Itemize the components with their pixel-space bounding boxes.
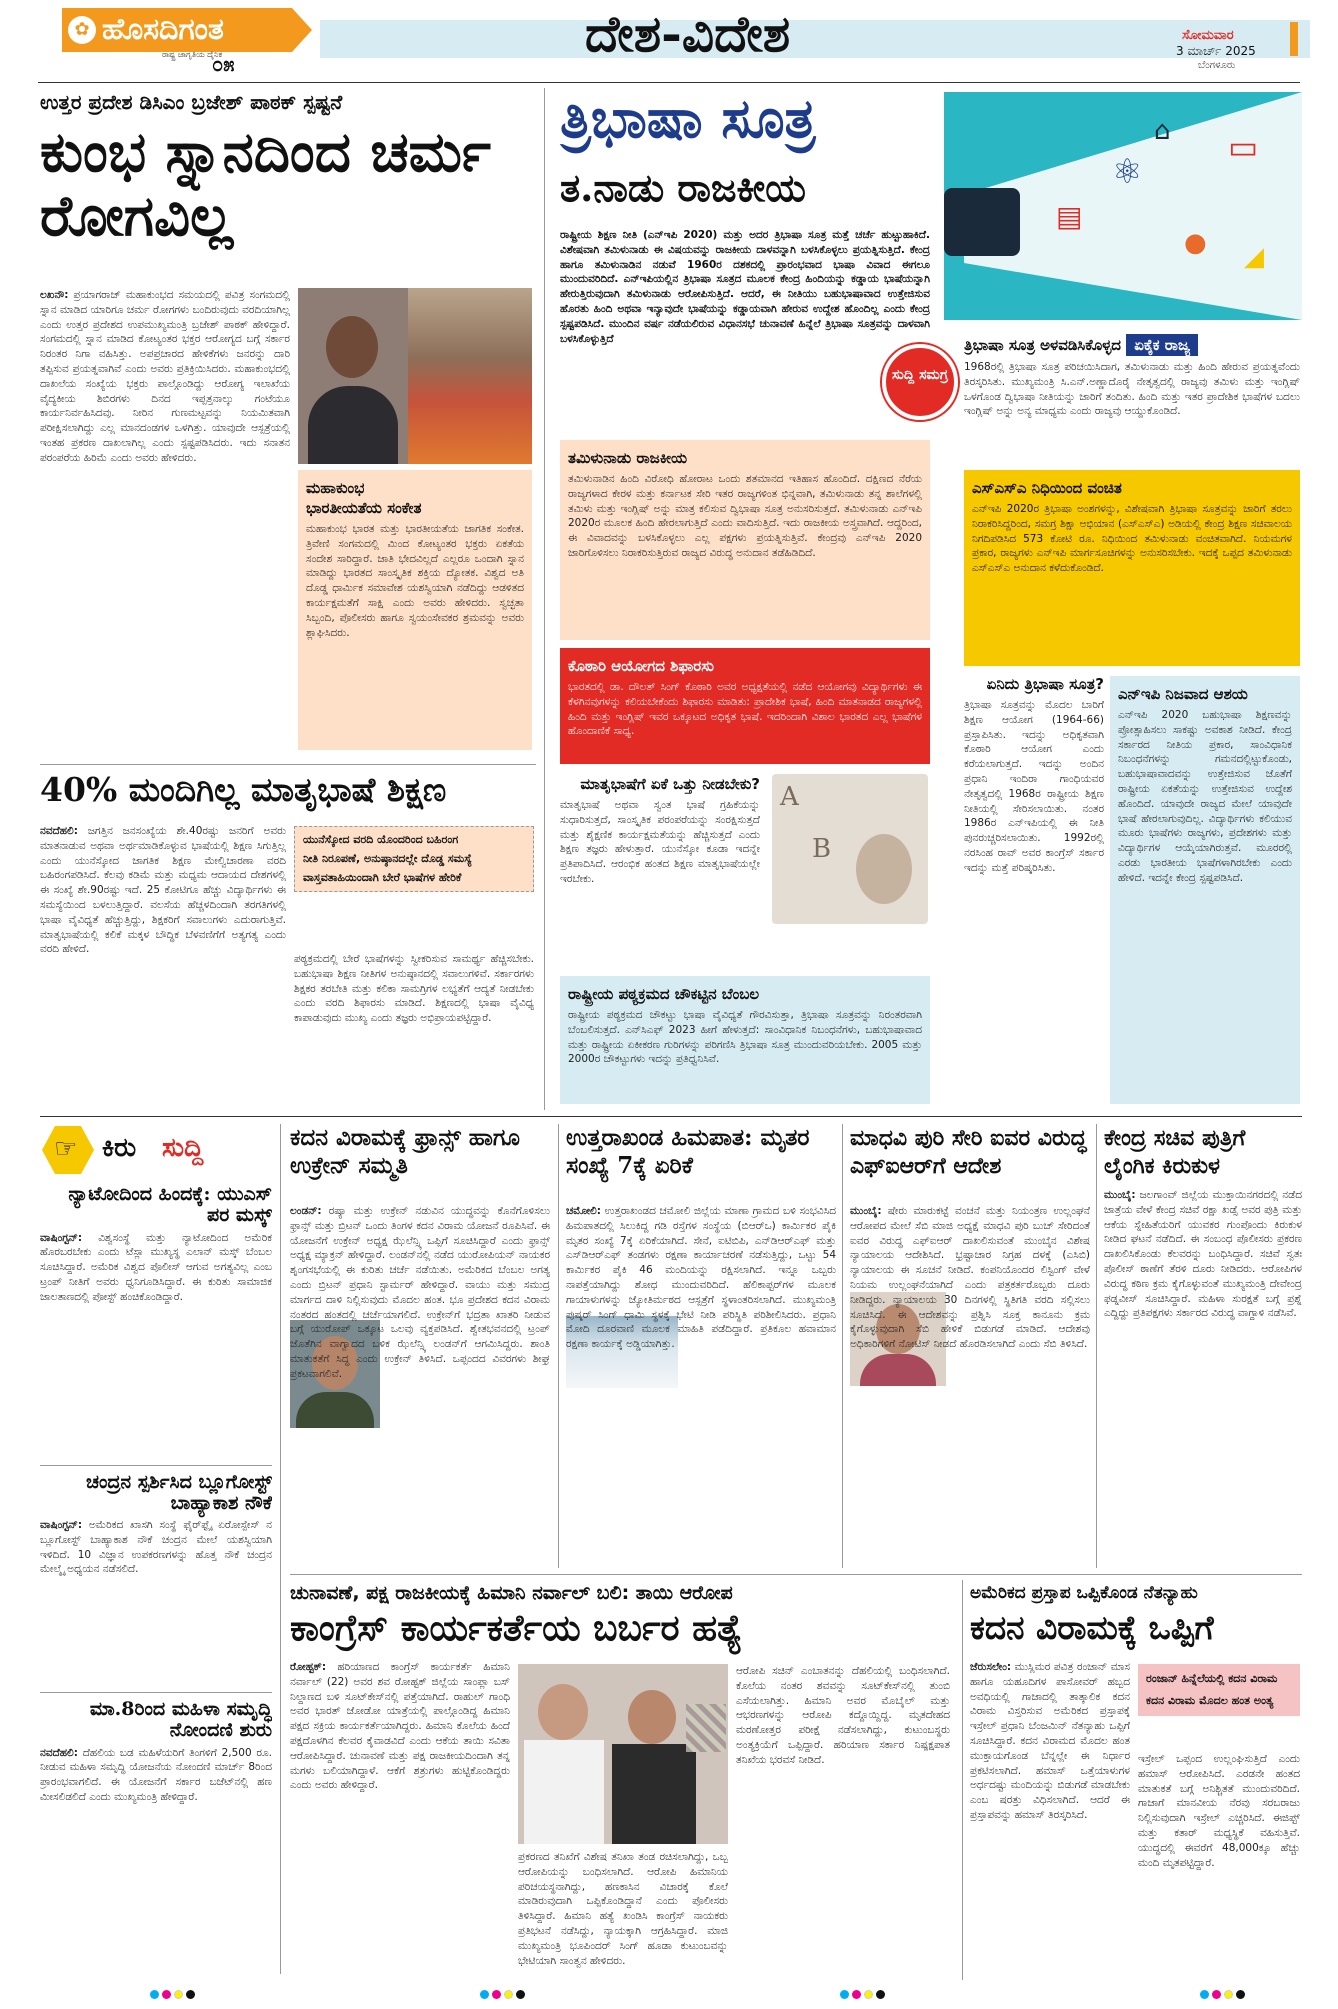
mother-tongue-story [40, 770, 536, 1110]
laptop-icon: ▭ [1228, 128, 1259, 166]
rule-mid [40, 1116, 1302, 1117]
himani-body-text: ಹರಿಯಾಣದ ಕಾಂಗ್ರೆಸ್ ಕಾರ್ಯಕರ್ತೆ ಹಿಮಾನಿ ನರ್ವಾಲ್ (22) ಅವರ ಶವ ರೋಹ್ಟಕ್ ಜಿಲ್ಲೆಯ ಸಾಂಪ್ಲಾ ಬಸ್ ನಿಲ್ದಾಣದ ಬಳಿ ಸೂಟ್‌ಕೇಸ್‌ನಲ್ಲಿ ಪತ್ತೆಯಾಗಿದೆ. ರಾಹುಲ್ ಗಾಂಧಿ ಅವರ ಭಾರತ್ ಜೋಡೋ ಯಾತ್ರೆಯಲ್ಲಿ ಪಾಲ್ಗೊಂಡಿದ್ದ ಹಿಮಾನಿ ಪಕ್ಷದ ಸಕ್ರಿಯ ಕಾರ್ಯಕರ್ತೆಯಾಗಿದ್ದರು. ಹಿಮಾನಿ ಕೊಲೆಯ ಹಿಂದೆ ಪಕ್ಷದೊಳಗಿನ ಕೆಲವರ ಕೈವಾಡವಿದೆ ಎಂದು ಆಕೆಯ ತಾಯಿ ಸವಿತಾ ಆರೋಪಿಸಿದ್ದಾರೆ. ಚುನಾವಣೆ ಮತ್ತು ಪಕ್ಷ ರಾಜಕೀಯದಿಂದಾಗಿ ತನ್ನ ಮಗಳು ಬಲಿಯಾಗಿದ್ದಾಳೆ. ಆಕೆಗೆ ಶತ್ರುಗಳು ಹುಟ್ಟಿಕೊಂಡಿದ್ದರು ಎಂದು ಅವರು ಹೇಳಿದ್ದಾರೆ. [290, 1661, 510, 1792]
netanyahu-dateline: ಜೆರುಸಲೇಂ: [970, 1661, 1012, 1673]
ukraine-body-text: ರಷ್ಯಾ ಮತ್ತು ಉಕ್ರೇನ್ ನಡುವಿನ ಯುದ್ಧವನ್ನು ಕೊನೆಗೊಳಿಸಲು ಫ್ರಾನ್ಸ್ ಮತ್ತು ಬ್ರಿಟನ್ ಒಂದು ತಿಂಗಳ ಕದನ ವಿರಾಮ ಯೋಜನೆ ರೂಪಿಸಿವೆ. ಈ ಯೋಜನೆಗೆ ಉಕ್ರೇನ್ ಅಧ್ಯಕ್ಷ ಝೆಲೆನ್ಸ್ಕಿ ಒಪ್ಪಿಗೆ ಸೂಚಿಸಿದ್ದಾರೆ ಎಂದು ಫ್ರಾನ್ಸ್ ಅಧ್ಯಕ್ಷ ಮ್ಯಾಕ್ರನ್ ಹೇಳಿದ್ದಾರೆ. ಲಂಡನ್‌ನಲ್ಲಿ ನಡೆದ ಯುರೋಪಿಯನ್ ನಾಯಕರ ಶೃಂಗಸಭೆಯಲ್ಲಿ ಈ ಕುರಿತು ಚರ್ಚೆ ನಡೆಯಿತು. ಅಮೆರಿಕದ ಬೆಂಬಲ ಅಗತ್ಯ ಎಂದು ಬ್ರಿಟನ್ ಪ್ರಧಾನಿ ಸ್ಟಾರ್ಮರ್ ಹೇಳಿದ್ದಾರೆ. ವಾಯು ಮತ್ತು ಸಮುದ್ರ ಮಾರ್ಗದ ದಾಳಿ ನಿಲ್ಲಿಸುವುದು ಮೊದಲ ಹಂತ. ಭೂ ಪ್ರದೇಶದ ಕದನ ವಿರಾಮ ನಂತರದ ಹಂತದಲ್ಲಿ ಚರ್ಚೆಯಾಗಲಿದೆ. ಉಕ್ರೇನ್‌ಗೆ ಭದ್ರತಾ ಖಾತರಿ ನೀಡುವ ಬಗ್ಗೆ ಯುರೋಪ್ ಒಕ್ಕೂಟ ಒಲವು ವ್ಯಕ್ತಪಡಿಸಿದೆ. ಶ್ವೇತಭವನದಲ್ಲಿ ಟ್ರಂಪ್ ಜೊತೆಗಿನ ವಾಗ್ವಾದದ ಬಳಿಕ ಝೆಲೆನ್ಸ್ಕಿ ಲಂಡನ್‌ಗೆ ಆಗಮಿಸಿದ್ದರು. ಶಾಂತಿ ಮಾತುಕತೆಗೆ ಸಿದ್ಧ ಎಂದು ಉಕ್ರೇನ್ ತಿಳಿಸಿದೆ. ಒಪ್ಪಂದದ ವಿವರಗಳು ಶೀಘ್ರ ಪ್ರಕಟವಾಗಲಿವೆ. [290, 1205, 550, 1380]
rule-left-mid [40, 764, 536, 765]
issue-date: 3 ಮಾರ್ಚ್ 2025 [1176, 44, 1256, 58]
minister-story [1104, 1124, 1302, 1568]
madhabi-body [850, 1204, 1090, 1566]
registration-marks-2 [480, 1990, 525, 1999]
kumbh-box-title: ಮಹಾಕುಂಭ ಭಾರತೀಯತೆಯ ಸಂಕೇತ [306, 479, 422, 517]
kumbh-box [298, 470, 532, 750]
himani-body-2: ಪ್ರಕರಣದ ತನಿಖೆಗೆ ವಿಶೇಷ ತನಿಖಾ ತಂಡ ರಚಿಸಲಾಗಿದ್ದು, ಒಬ್ಬ ಆರೋಪಿಯನ್ನು ಬಂಧಿಸಲಾಗಿದೆ. ಆರೋಪಿ ಹಿಮಾನಿಯ ಪರಿಚಯಸ್ಥನಾಗಿದ್ದು, ಹಣಕಾಸಿನ ವಿಚಾರಕ್ಕೆ ಕೊಲೆ ಮಾಡಿರುವುದಾಗಿ ಒಪ್ಪಿಕೊಂಡಿದ್ದಾನೆ ಎಂದು ಪೊಲೀಸರು ತಿಳಿಸಿದ್ದಾರೆ. ಹಿಮಾನಿ ಹತ್ಯೆ ಖಂಡಿಸಿ ಕಾಂಗ್ರೆಸ್ ನಾಯಕರು ಪ್ರತಿಭಟನೆ ನಡೆಸಿದ್ದು, ನ್ಯಾಯಕ್ಕಾಗಿ ಆಗ್ರಹಿಸಿದ್ದಾರೆ. ಮಾಜಿ ಮುಖ್ಯಮಂತ್ರಿ ಭೂಪಿಂದರ್ ಸಿಂಗ್ ಹೂಡಾ ಕುಟುಂಬವನ್ನು ಭೇಟಿಯಾಗಿ ಸಾಂತ್ವನ ಹೇಳಿದರು. [518, 1851, 728, 1967]
mt-bullets [294, 826, 534, 892]
tl-ssa-box [964, 470, 1300, 666]
tl-why-body: ಮಾತೃಭಾಷೆ ಅಥವಾ ಸ್ವಂತ ಭಾಷೆ ಗ್ರಹಿಕೆಯನ್ನು ಸುಧಾರಿಸುತ್ತದೆ, ಸಾಂಸ್ಕೃತಿಕ ಪರಂಪರೆಯನ್ನು ಸಂರಕ್ಷಿಸುತ್ತದೆ ಮತ್ತು ಶೈಕ್ಷಣಿಕ ಕಾರ್ಯಕ್ಷಮತೆಯನ್ನು ಹೆಚ್ಚಿಸುತ್ತದೆ ಎಂದು ಶಿಕ್ಷಣ ತಜ್ಞರು ಹೇಳುತ್ತಾರೆ. ಯುನೆಸ್ಕೋ ಕೂಡಾ ಇದನ್ನೇ ಪ್ರತಿಪಾದಿಸಿದೆ. ಆರಂಭಿಕ ಹಂತದ ಶಿಕ್ಷಣ ಮಾತೃಭಾಷೆಯಲ್ಲೇ ಇರಬೇಕು. [560, 799, 760, 885]
himani-story [290, 1580, 954, 1980]
child-head [856, 834, 912, 904]
uk-title: ಉತ್ತರಾಖಂಡ ಹಿಮಪಾತ: ಮೃತರ ಸಂಖ್ಯೆ 7ಕ್ಕೆ ಏರಿಕೆ [566, 1124, 810, 1179]
registration-marks-4 [1200, 1990, 1245, 1999]
tl-sec-body: 1968ರಲ್ಲಿ ತ್ರಿಭಾಷಾ ಸೂತ್ರ ಪರಿಚಯಿಸಿದಾಗ, ತಮಿಳುನಾಡು ಮತ್ತು ಹಿಂದಿ ಹೇರುವ ಪ್ರಯತ್ನವೆಂದು ತಿರಸ್ಕರಿಸಿತು. ಮುಖ್ಯಮಂತ್ರಿ ಸಿ.ಎನ್.ಅಣ್ಣಾದೊರೈ ನೇತೃತ್ವದಲ್ಲಿ ರಾಜ್ಯವು ತಮಿಳು ಮತ್ತು ಇಂಗ್ಲಿಷ್ ಒಳಗೊಂಡ ದ್ವಿಭಾಷಾ ನೀತಿಯನ್ನು ಜಾರಿಗೆ ತಂದಿತು. ಹಿಂದಿ ಮತ್ತು ಇತರ ಪ್ರಾದೇಶಿಕ ಭಾಷೆಗಳ ಬದಲು ಇಂಗ್ಲಿಷ್ ಅನ್ನು ಅನ್ಯ ಮಾಧ್ಯಮ ಎಂದು ರಾಜ್ಯವು ಆಯ್ದುಕೊಂಡಿದೆ. [964, 361, 1300, 418]
issue-city: ಬೆಂಗಳೂರು [1198, 60, 1236, 71]
netanyahu-bullets [1138, 1664, 1300, 1716]
letter-b-icon: B [812, 834, 832, 864]
section-band [320, 20, 1310, 58]
kumbh-dateline: ಲಖನೌ: [40, 289, 69, 301]
tl-nat-box [560, 976, 930, 1104]
logo-title: ಹೊಸದಿಗಂತ [102, 12, 224, 47]
tl-tn-body: ತಮಿಳುನಾಡಿನ ಹಿಂದಿ ವಿರೋಧಿ ಹೋರಾಟ ಒಂದು ಶತಮಾನದ ಇತಿಹಾಸ ಹೊಂದಿದೆ. ದಕ್ಷಿಣದ ನೆರೆಯ ರಾಜ್ಯಗಳಾದ ಕೇರಳ ಮತ್ತು ಕರ್ನಾಟಕ ಸೇರಿ ಇತರ ರಾಜ್ಯಗಳಿಂತ ಭಿನ್ನವಾಗಿ, ತಮಿಳುನಾಡು ತನ್ನ ಶಾಲೆಗಳಲ್ಲಿ ತಮಿಳು ಮತ್ತು ಇಂಗ್ಲಿಷ್ ಅನ್ನು ಮಾತ್ರ ಕಲಿಸುವ ದ್ವಿಭಾಷಾ ಸೂತ್ರ ಅನುಸರಿಸುತ್ತದೆ. ತಮಿಳುನಾಡು ಎನ್‌ಇಪಿ 2020ರ ಮೂಲಕ ಹಿಂದಿ ಹೇರಲಾಗುತ್ತಿದೆ ಎಂದು ವಾದಿಸುತ್ತಿದೆ. ಇದು ರಾಜಕೀಯ ಅಸ್ತ್ರವಾಗಿದೆ. ಆದ್ದರಿಂದ, ಈ ವಿವಾದವನ್ನು ಬಳಸಿಕೊಳ್ಳಲು ಎಲ್ಲ ಪಕ್ಷಗಳು ಪ್ರಯತ್ನಿಸುತ್ತಿವೆ. ಕೇಂದ್ರವು ಎನ್‌ಇಪಿ 2020 ಜಾರಿಗೊಳಿಸಲು ನಿರಾಕರಿಸುತ್ತಿರುವ ರಾಜ್ಯದ ವಿರುದ್ಧ ಅನುದಾನ ತಡೆಹಿಡಿದಿದೆ. [568, 473, 922, 559]
mt-headline: 40% ಮಂದಿಗಿಲ್ಲ ಮಾತೃಭಾಷೆ ಶಿಕ್ಷಣ [40, 770, 447, 809]
kumbh-headline: ಕುಂಭ ಸ್ನಾನದಿಂದ ಚರ್ಮ ರೋಗವಿಲ್ಲ [40, 119, 491, 249]
tl-ssa-title: ಎಸ್‌ಎಸ್‌ಎ ನಿಧಿಯಿಂದ ವಂಚಿತ [972, 479, 1122, 497]
mt-dateline: ನವದೆಹಲಿ: [40, 825, 78, 837]
kumbh-body-wrap [40, 288, 290, 750]
kiru-s2-dateline: ವಾಷಿಂಗ್ಟನ್: [40, 1519, 83, 1532]
himani-photo [518, 1664, 728, 1844]
kumbh-photo [298, 288, 532, 464]
kumbh-box-body: ಮಹಾಕುಂಭ ಭಾರತ ಮತ್ತು ಭಾರತೀಯತೆಯ ಜಾಗತಿಕ ಸಂಕೇತ. ತ್ರಿವೇಣಿ ಸಂಗಮದಲ್ಲಿ ಮಿಂದ ಕೋಟ್ಯಂತರ ಭಕ್ತರು ಏಕತೆಯ ಸಂದೇಶ ಸಾರಿದ್ದಾರೆ. ಜಾತಿ ಭೇದವಿಲ್ಲದೆ ಎಲ್ಲರೂ ಒಂದಾಗಿ ಸ್ನಾನ ಮಾಡಿದ್ದು ಭಾರತದ ಸಾಂಸ್ಕೃತಿಕ ಶಕ್ತಿಯ ದ್ಯೋತಕ. ವಿಶ್ವದ ಅತಿ ದೊಡ್ಡ ಧಾರ್ಮಿಕ ಸಮಾವೇಶ ಯಶಸ್ವಿಯಾಗಿ ನಡೆದಿದ್ದು ಆಡಳಿತದ ಕಾರ್ಯಕ್ಷಮತೆಗೆ ಸಾಕ್ಷಿ ಎಂದು ಅವರು ಹೇಳಿದರು. ಸ್ವಚ್ಛತಾ ಸಿಬ್ಬಂದಿ, ಪೊಲೀಸರು ಹಾಗೂ ಸ್ವಯಂಸೇವಕರ ಶ್ರಮವನ್ನು ಅವರು ಶ್ಲಾಘಿಸಿದರು. [306, 523, 524, 639]
ukraine-body [290, 1204, 550, 1566]
book-icon: ▤ [1056, 200, 1083, 233]
page-number: ೦೫ [212, 52, 235, 76]
netanyahu-body-text: ಮುಸ್ಲಿಮರ ಪವಿತ್ರ ರಂಜಾನ್ ಮಾಸ ಹಾಗೂ ಯಹೂದಿಗಳ ಪಾಸೋವರ್ ಹಬ್ಬದ ಅವಧಿಯಲ್ಲಿ ಗಾಜಾದಲ್ಲಿ ತಾತ್ಕಾಲಿಕ ಕದನ ವಿರಾಮ ವಿಸ್ತರಿಸುವ ಅಮೆರಿಕದ ಪ್ರಸ್ತಾಪಕ್ಕೆ ಇಸ್ರೇಲ್ ಪ್ರಧಾನಿ ಬೆಂಜಮಿನ್ ನೆತನ್ಯಾಹು ಒಪ್ಪಿಗೆ ಸೂಚಿಸಿದ್ದಾರೆ. ಕದನ ವಿರಾಮದ ಮೊದಲ ಹಂತ ಮುಕ್ತಾಯಗೊಂಡ ಬೆನ್ನಲ್ಲೇ ಈ ನಿರ್ಧಾರ ಪ್ರಕಟಿಸಲಾಗಿದೆ. ಹಮಾಸ್ ಒತ್ತೆಯಾಳುಗಳ ಅರ್ಧದಷ್ಟು ಮಂದಿಯನ್ನು ಬಿಡುಗಡೆ ಮಾಡಬೇಕು ಎಂಬ ಷರತ್ತು ವಿಧಿಸಲಾಗಿದೆ. ಆದರೆ ಈ ಪ್ರಸ್ತಾಪವನ್ನು ಹಮಾಸ್ ತಿರಸ್ಕರಿಸಿದೆ. [970, 1661, 1130, 1821]
himani-body-3: ಆರೋಪಿ ಸಚಿನ್ ಎಂಬಾತನನ್ನು ದೆಹಲಿಯಲ್ಲಿ ಬಂಧಿಸಲಾಗಿದೆ. ಕೊಲೆಯ ನಂತರ ಶವವನ್ನು ಸೂಟ್‌ಕೇಸ್‌ನಲ್ಲಿ ತುಂಬಿ ಎಸೆಯಲಾಗಿತ್ತು. ಹಿಮಾನಿ ಅವರ ಮೊಬೈಲ್ ಮತ್ತು ಆಭರಣಗಳನ್ನು ಆರೋಪಿ ಕದ್ದೊಯ್ದಿದ್ದ. ಮೃತದೇಹದ ಮರಣೋತ್ತರ ಪರೀಕ್ಷೆ ನಡೆಸಲಾಗಿದ್ದು, ಕುಟುಂಬಸ್ಥರು ಅಂತ್ಯಕ್ರಿಯೆಗೆ ಒಪ್ಪಿದ್ದಾರೆ. ಹರಿಯಾಣ ಸರ್ಕಾರ ನಿಷ್ಪಕ್ಷಪಾತ ತನಿಖೆಯ ಭರವಸೆ ನೀಡಿದೆ. [736, 1665, 950, 1766]
tl-badge [882, 344, 958, 420]
ukraine-story [290, 1124, 550, 1568]
projector-icon [944, 188, 1020, 256]
uk-body [566, 1204, 836, 1566]
netanyahu-headline: ಕದನ ವಿರಾಮಕ್ಕೆ ಒಪ್ಪಿಗೆ [970, 1608, 1214, 1647]
tl-kothari-box [560, 648, 930, 764]
kiru-banner [40, 1124, 272, 1178]
trilanguage-feature [552, 88, 1304, 1110]
kiru-s1-dateline: ವಾಷಿಂಗ್ಟನ್: [40, 1231, 83, 1244]
blurred-face [686, 1704, 726, 1752]
uttarakhand-story [566, 1124, 836, 1568]
tl-sec-tag: ಏಕೈಕ ರಾಜ್ಯ [1126, 334, 1198, 356]
issue-day: ಸೋಮವಾರ [1182, 28, 1234, 43]
kiru-s3-dateline: ನವದೆಹಲಿ: [40, 1746, 78, 1759]
rule-left-col [544, 88, 545, 1110]
masthead-rule [38, 82, 1300, 83]
mt-body-2: ಪಠ್ಯಕ್ರಮದಲ್ಲಿ ಬೇರೆ ಭಾಷೆಗಳನ್ನು ಸ್ವೀಕರಿಸುವ ಸಾಮರ್ಥ್ಯ ಹೆಚ್ಚಿಸಬೇಕು. ಬಹುಭಾಷಾ ಶಿಕ್ಷಣ ನೀತಿಗಳ ಅನುಷ್ಠಾನದಲ್ಲಿ ಸವಾಲುಗಳಿವೆ. ಸರ್ಕಾರಗಳು ಶಿಕ್ಷಕರ ತರಬೇತಿ ಮತ್ತು ಕಲಿಕಾ ಸಾಮಗ್ರಿಗಳ ಲಭ್ಯತೆಗೆ ಆದ್ಯತೆ ನೀಡಬೇಕು ಎಂದು ವರದಿ ಶಿಫಾರಸು ಮಾಡಿದೆ. ಶಿಕ್ಷಣದಲ್ಲಿ ಭಾಷಾ ವೈವಿಧ್ಯ ಕಾಪಾಡುವುದು ಮುಖ್ಯ ಎಂದು ತಜ್ಞರು ಅಭಿಪ್ರಾಯಪಟ್ಟಿದ್ದಾರೆ. [294, 953, 534, 1025]
registration-marks-3 [840, 1990, 885, 1999]
tl-sec-title: ತ್ರಿಭಾಷಾ ಸೂತ್ರ ಅಳವಡಿಸಿಕೊಳ್ಳದ [964, 336, 1121, 354]
crowd-photo [408, 288, 532, 464]
tl-tn-title: ತಮಿಳುನಾಡು ರಾಜಕೀಯ [568, 449, 688, 467]
ruler-icon: ◢ [1244, 242, 1264, 272]
pointing-hand-icon: ☞ [54, 1134, 78, 1164]
netanyahu-bullet-1: ರಂಜಾನ್ ಹಿನ್ನೆಲೆಯಲ್ಲಿ ಕದನ ವಿರಾಮ [1146, 1672, 1278, 1685]
himani-body [290, 1660, 510, 1978]
kumbh-body [40, 288, 290, 748]
kiru-s2-body [40, 1518, 272, 1686]
mt-bullet-3: ವಾಸ್ತವತಾಹಿಯಿಂದಾಗಿ ಬೇರೆ ಭಾಷೆಗಳ ಹೇರಿಕೆ [303, 871, 462, 884]
kumbh-story [40, 88, 536, 752]
netanyahu-bullet-2: ಕದನ ವಿರಾಮ ಮೊದಲ ಹಂತ ಅಂತ್ಯ [1146, 1694, 1274, 1707]
tl-child-sketch [772, 774, 928, 924]
letter-a-icon: A [780, 782, 799, 812]
logo-block [62, 8, 312, 74]
madhabi-dateline: ಮುಂಬೈ: [850, 1205, 882, 1217]
tl-what-title: ಏನಿದು ತ್ರಿಭಾಷಾ ಸೂತ್ರ? [986, 675, 1104, 693]
netanyahu-body [970, 1660, 1130, 1978]
minister-body-text: ಜಲಗಾಂವ್ ಜಿಲ್ಲೆಯ ಮುಕ್ತಾಯಿನಗರದಲ್ಲಿ ನಡೆದ ಜಾತ್ರೆಯ ವೇಳೆ ಕೇಂದ್ರ ಸಚಿವೆ ರಕ್ಷಾ ಖಡ್ಸೆ ಅವರ ಪುತ್ರಿ ಮತ್ತು ಆಕೆಯ ಸ್ನೇಹಿತೆಯರಿಗೆ ಯುವಕರ ಗುಂಪೊಂದು ಕಿರುಕುಳ ನೀಡಿದ ಘಟನೆ ನಡೆದಿದೆ. ಈ ಸಂಬಂಧ ಪೊಲೀಸರು ಪ್ರಕರಣ ದಾಖಲಿಸಿಕೊಂಡು ಕೆಲವರನ್ನು ಬಂಧಿಸಿದ್ದಾರೆ. ಸಚಿವೆ ಸ್ವತಃ ಪೊಲೀಸ್ ಠಾಣೆಗೆ ತೆರಳಿ ದೂರು ನೀಡಿದರು. ಆರೋಪಿಗಳ ವಿರುದ್ಧ ಕಠಿಣ ಕ್ರಮ ಕೈಗೊಳ್ಳುವಂತೆ ಮುಖ್ಯಮಂತ್ರಿ ದೇವೇಂದ್ರ ಫಡ್ನವೀಸ್ ಸೂಚಿಸಿದ್ದಾರೆ. ಮಹಿಳಾ ಸುರಕ್ಷತೆ ಬಗ್ಗೆ ಪ್ರಶ್ನೆ ಎದ್ದಿದ್ದು ಪ್ರತಿಪಕ್ಷಗಳು ಸರ್ಕಾರದ ವಿರುದ್ಧ ವಾಗ್ದಾಳಿ ನಡೆಸಿವೆ. [1104, 1189, 1302, 1320]
uk-dateline: ಚಮೋಲಿ: [566, 1205, 601, 1217]
ukraine-dateline: ಲಂಡನ್: [290, 1205, 322, 1217]
minister-title: ಕೇಂದ್ರ ಸಚಿವ ಪುತ್ರಿಗೆ ಲೈಂಗಿಕ ಕಿರುಕುಳ [1104, 1125, 1246, 1179]
ukraine-title: ಕದನ ವಿರಾಮಕ್ಕೆ ಫ್ರಾನ್ಸ್ ಹಾಗೂ ಉಕ್ರೇನ್ ಸಮ್ಮತಿ [290, 1124, 520, 1179]
tl-nep-box [1110, 676, 1300, 1104]
kiru-s1-body [40, 1231, 272, 1459]
tl-ssa-body: ಎನ್‌ಇಪಿ 2020ರ ತ್ರಿಭಾಷಾ ಅಂಶಗಳನ್ನು, ವಿಶೇಷವಾಗಿ ತ್ರಿಭಾಷಾ ಸೂತ್ರವನ್ನು ಜಾರಿಗೆ ತರಲು ನಿರಾಕರಿಸಿದ್ದರಿಂದ, ಸಮಗ್ರ ಶಿಕ್ಷಾ ಅಭಿಯಾನ (ಎಸ್‌ಎಸ್‌ಎ) ಅಡಿಯಲ್ಲಿ ಕೇಂದ್ರ ಶಿಕ್ಷಣ ಸಚಿವಾಲಯ ನಿಗದಿಪಡಿಸಿದ 573 ಕೋಟಿ ರೂ. ನಿಧಿಯಿಂದ ತಮಿಳುನಾಡು ವಂಚಿತವಾಗಿದೆ. ನಿಯಮಗಳ ಪ್ರಕಾರ, ರಾಜ್ಯಗಳು ಎನ್‌ಇಪಿ ಮಾರ್ಗಸೂಚಿಗಳನ್ನು ಅನುಸರಿಸಬೇಕು. ಇದಕ್ಕೆ ಒಪ್ಪದ ತಮಿಳುನಾಡು ಎಸ್‌ಎಸ್‌ಎ ಅನುದಾನ ಕಳೆದುಕೊಂಡಿದೆ. [972, 503, 1292, 575]
kiru-column [40, 1124, 272, 1999]
registration-marks-1 [150, 1990, 195, 1999]
madhabi-body-text: ಷೇರು ಮಾರುಕಟ್ಟೆ ವಂಚನೆ ಮತ್ತು ನಿಯಂತ್ರಣ ಉಲ್ಲಂಘನೆ ಆರೋಪದ ಮೇಲೆ ಸೆಬಿ ಮಾಜಿ ಅಧ್ಯಕ್ಷೆ ಮಾಧವಿ ಪುರಿ ಬುಚ್ ಸೇರಿದಂತೆ ಐವರ ವಿರುದ್ಧ ಎಫ್‌ಐಆರ್ ದಾಖಲಿಸುವಂತೆ ಮುಂಬೈನ ವಿಶೇಷ ನ್ಯಾಯಾಲಯ ಆದೇಶಿಸಿದೆ. ಭ್ರಷ್ಟಾಚಾರ ನಿಗ್ರಹ ದಳಕ್ಕೆ (ಎಸಿಬಿ) ನ್ಯಾಯಾಲಯ ಈ ಸೂಚನೆ ನೀಡಿದೆ. ಕಂಪನಿಯೊಂದರ ಲಿಸ್ಟಿಂಗ್ ವೇಳೆ ನಿಯಮ ಉಲ್ಲಂಘನೆಯಾಗಿದೆ ಎಂದು ಪತ್ರಕರ್ತರೊಬ್ಬರು ದೂರು ನೀಡಿದ್ದರು. ನ್ಯಾಯಾಲಯ 30 ದಿನಗಳಲ್ಲಿ ಸ್ಥಿತಿಗತಿ ವರದಿ ಸಲ್ಲಿಸಲು ಸೂಚಿಸಿದೆ. ಈ ಆದೇಶವನ್ನು ಪ್ರಶ್ನಿಸಿ ಸೂಕ್ತ ಕಾನೂನು ಕ್ರಮ ಕೈಗೊಳ್ಳುವುದಾಗಿ ಸೆಬಿ ಹೇಳಿಕೆ ಬಿಡುಗಡೆ ಮಾಡಿದೆ. ಆದೇಶವು ಅಧಿಕಾರಿಗಳಿಗೆ ನೋಟಿಸ್ ನೀಡದೆ ಹೊರಡಿಸಲಾಗಿದೆ ಎಂದು ಸೆಬಿ ತಿಳಿಸಿದೆ. [850, 1205, 1090, 1351]
masthead [0, 0, 1338, 78]
kiru-s2-text: ಅಮೆರಿಕದ ಖಾಸಗಿ ಸಂಸ್ಥೆ ಫೈರ್‌ಫ್ಲೈ ಏರೋಸ್ಪೇಸ್ ನ ಬ್ಲೂಗೋಸ್ಟ್ ಬಾಹ್ಯಾಕಾಶ ನೌಕೆ ಚಂದ್ರನ ಮೇಲೆ ಯಶಸ್ವಿಯಾಗಿ ಇಳಿದಿದೆ. 10 ವಿಜ್ಞಾನ ಉಪಕರಣಗಳನ್ನು ಹೊತ್ತ ನೌಕೆ ಚಂದ್ರನ ಮೇಲ್ಮೈ ಅಧ್ಯಯನ ನಡೆಸಲಿದೆ. [40, 1519, 272, 1576]
tl-tn-box [560, 440, 930, 640]
logo-tagline: ರಾಷ್ಟ್ರ ಜಾಗೃತಿಯ ದೈನಿಕ [162, 50, 223, 59]
tl-kothari-title: ಕೊಠಾರಿ ಆಯೋಗದ ಶಿಫಾರಸು [568, 657, 714, 675]
tl-headline: ತ್ರಿಭಾಷಾ ಸೂತ್ರ [560, 88, 816, 150]
mt-bullet-1: ಯುನೆಸ್ಕೋದ ವರದಿ ಯೊಂದರಿಂದ ಬಹಿರಂಗ [303, 833, 459, 846]
lotus-icon: ✿ [68, 16, 96, 44]
kiru-s3-text: ದೆಹಲಿಯ ಬಡ ಮಹಿಳೆಯರಿಗೆ ತಿಂಗಳಿಗೆ 2,500 ರೂ. ನೀಡುವ ಮಹಿಳಾ ಸಮೃದ್ಧಿ ಯೋಜನೆಯ ನೋಂದಣಿ ಮಾರ್ಚ್ 8ರಿಂದ ಪ್ರಾರಂಭವಾಗಲಿದೆ. ಈ ಯೋಜನೆಗೆ ಸರ್ಕಾರ ಬಜೆಟ್‌ನಲ್ಲಿ ಹಣ ಮೀಸಲಿಡಲಿದೆ ಎಂದು ಮುಖ್ಯಮಂತ್ರಿ ಹೇಳಿದ್ದಾರೆ. [40, 1746, 272, 1803]
minister-body [1104, 1188, 1302, 1564]
kiru-s1-text: ವಿಶ್ವಸಂಸ್ಥೆ ಮತ್ತು ನ್ಯಾಟೋದಿಂದ ಅಮೆರಿಕ ಹೊರಬರಬೇಕು ಎಂದು ಟೆಸ್ಲಾ ಮುಖ್ಯಸ್ಥ ಎಲಾನ್ ಮಸ್ಕ್ ಬೆಂಬಲ ಸೂಚಿಸಿದ್ದಾರೆ. ಅಮೆರಿಕ ವಿಶ್ವದ ಪೊಲೀಸ್ ಆಗುವ ಅಗತ್ಯವಿಲ್ಲ ಎಂಬ ಟ್ರಂಪ್ ನೀತಿಗೆ ಅವರು ಧ್ವನಿಗೂಡಿಸಿದ್ದಾರೆ. ಈ ಕುರಿತು ಸಾಮಾಜಿಕ ಜಾಲತಾಣದಲ್ಲಿ ಪೋಸ್ಟ್ ಹಂಚಿಕೊಂಡಿದ್ದಾರೆ. [40, 1231, 272, 1303]
tl-why-box [560, 774, 930, 974]
netanyahu-body-2: ಇಸ್ರೇಲ್ ಒಪ್ಪಂದ ಉಲ್ಲಂಘಿಸುತ್ತಿದೆ ಎಂದು ಹಮಾಸ್ ಆರೋಪಿಸಿದೆ. ಎರಡನೇ ಹಂತದ ಮಾತುಕತೆ ಬಗ್ಗೆ ಅನಿಶ್ಚಿತತೆ ಮುಂದುವರಿದಿದೆ. ಗಾಜಾಗೆ ಮಾನವೀಯ ನೆರವು ಸರಬರಾಜು ನಿಲ್ಲಿಸುವುದಾಗಿ ಇಸ್ರೇಲ್ ಎಚ್ಚರಿಸಿದೆ. ಈಜಿಪ್ಟ್ ಮತ್ತು ಕತಾರ್ ಮಧ್ಯಸ್ಥಿಕೆ ವಹಿಸುತ್ತಿವೆ. ಯುದ್ಧದಲ್ಲಿ ಈವರೆಗೆ 48,000ಕ್ಕೂ ಹೆಚ್ಚು ಮಂದಿ ಮೃತಪಟ್ಟಿದ್ದಾರೆ. [1138, 1753, 1300, 1869]
section-title: ದೇಶ-ವಿದೇಶ [585, 4, 791, 63]
himani-dateline: ರೋಹ್ಟಕ್: [290, 1661, 327, 1673]
tl-nat-body: ರಾಷ್ಟ್ರೀಯ ಪಠ್ಯಕ್ರಮದ ಚೌಕಟ್ಟು ಭಾಷಾ ವೈವಿಧ್ಯತೆ ಗೌರವಿಸುತ್ತಾ, ತ್ರಿಭಾಷಾ ಸೂತ್ರವನ್ನು ನಿರಂತರವಾಗಿ ಬೆಂಬಲಿಸುತ್ತದೆ. ಎನ್‌ಸಿಎಫ್ 2023 ಹೀಗೆ ಹೇಳುತ್ತದೆ: ಸಾಂವಿಧಾನಿಕ ನಿಬಂಧನೆಗಳು, ಬಹುಭಾಷಾವಾದ ಮತ್ತು ರಾಷ್ಟ್ರೀಯ ಏಕೀಕರಣ ಗುರಿಗಳನ್ನು ಪರಿಗಣಿಸಿ ತ್ರಿಭಾಷಾ ಸೂತ್ರ ಮುಂದುವರಿಯಬೇಕು. 2005 ಮತ್ತು 2000ರ ಚೌಕಟ್ಟುಗಳು ಇದನ್ನು ಪ್ರತಿಧ್ವನಿಸಿವೆ. [568, 1009, 922, 1066]
netanyahu-kicker: ಅಮೆರಿಕದ ಪ್ರಸ್ತಾಪ ಒಪ್ಪಿಕೊಂಡ ನೆತನ್ಯಾಹು [970, 1583, 1198, 1603]
masthead-accent [1290, 22, 1298, 56]
minister-dateline: ಮುಂಬೈ: [1104, 1189, 1136, 1201]
himani-headline: ಕಾಂಗ್ರೆಸ್ ಕಾರ್ಯಕರ್ತೆಯ ಬರ್ಬರ ಹತ್ಯೆ [290, 1607, 743, 1649]
atom-icon: ⚛ [1112, 152, 1143, 192]
official-photo [298, 288, 408, 464]
tl-nep-body: ಎನ್‌ಇಪಿ 2020 ಬಹುಭಾಷಾ ಶಿಕ್ಷಣವನ್ನು ಪ್ರೋತ್ಸಾಹಿಸಲು ಸಾಕಷ್ಟು ಅವಕಾಶ ನೀಡಿದೆ. ಕೇಂದ್ರ ಸರ್ಕಾರದ ನೀತಿಯ ಪ್ರಕಾರ, ಸಾಂವಿಧಾನಿಕ ನಿಬಂಧನೆಗಳನ್ನು ಗಮನದಲ್ಲಿಟ್ಟುಕೊಂಡು, ಬಹುಭಾಷಾವಾದವನ್ನು ಉತ್ತೇಜಿಸುವ ಜೊತೆಗೆ ರಾಷ್ಟ್ರೀಯ ಏಕತೆಯನ್ನು ಉತ್ತೇಜಿಸುವ ಉದ್ದೇಶ ಹೊಂದಿದೆ. ಯಾವುದೇ ರಾಜ್ಯದ ಮೇಲೆ ಯಾವುದೇ ಭಾಷೆ ಹೇರಲಾಗುವುದಿಲ್ಲ. ವಿದ್ಯಾರ್ಥಿಗಳು ಕಲಿಯುವ ಮೂರು ಭಾಷೆಗಳು ರಾಜ್ಯಗಳು, ಪ್ರದೇಶಗಳು ಮತ್ತು ವಿದ್ಯಾರ್ಥಿಗಳ ಆಯ್ಕೆಯಾಗಿರುತ್ತವೆ. ಮೂರರಲ್ಲಿ ಎರಡು ಭಾರತೀಯ ಭಾಷೆಗಳಾಗಿರಬೇಕು ಎಂದು ಹೇಳಿದೆ. ಇದನ್ನೇ ಕೇಂದ್ರ ಸ್ಪಷ್ಟಪಡಿಸಿದೆ. [1118, 709, 1292, 884]
tl-illustration [944, 92, 1302, 320]
tl-subhead: ತ.ನಾಡು ರಾಜಕೀಯ [560, 165, 806, 210]
tl-section-single-state [964, 334, 1300, 462]
uk-body-text: ಉತ್ತರಾಖಂಡದ ಚಮೋಲಿ ಜಿಲ್ಲೆಯ ಮಾಣಾ ಗ್ರಾಮದ ಬಳಿ ಸಂಭವಿಸಿದ ಹಿಮಪಾತದಲ್ಲಿ ಸಿಲುಕಿದ್ದ ಗಡಿ ರಸ್ತೆಗಳ ಸಂಸ್ಥೆಯ (ಬಿಆರ್‌ಒ) ಕಾರ್ಮಿಕರ ಪೈಕಿ ಮೃತರ ಸಂಖ್ಯೆ 7ಕ್ಕೆ ಏರಿಕೆಯಾಗಿದೆ. ಸೇನೆ, ಐಟಿಬಿಪಿ, ಎನ್‌ಡಿಆರ್‌ಎಫ್ ಮತ್ತು ಎಸ್‌ಡಿಆರ್‌ಎಫ್ ತಂಡಗಳು ರಕ್ಷಣಾ ಕಾರ್ಯಾಚರಣೆ ನಡೆಸುತ್ತಿದ್ದು, ಒಟ್ಟು 54 ಕಾರ್ಮಿಕರ ಪೈಕಿ 46 ಮಂದಿಯನ್ನು ರಕ್ಷಿಸಲಾಗಿದೆ. ಇನ್ನೂ ಒಬ್ಬರು ನಾಪತ್ತೆಯಾಗಿದ್ದು ಶೋಧ ಮುಂದುವರಿದಿದೆ. ಹೆಲಿಕಾಪ್ಟರ್‌ಗಳ ಮೂಲಕ ಗಾಯಾಳುಗಳನ್ನು ಜ್ಯೋತಿರ್ಮಠದ ಆಸ್ಪತ್ರೆಗೆ ಸ್ಥಳಾಂತರಿಸಲಾಗಿದೆ. ಮುಖ್ಯಮಂತ್ರಿ ಪುಷ್ಕರ್ ಸಿಂಗ್ ಧಾಮಿ ಸ್ಥಳಕ್ಕೆ ಭೇಟಿ ನೀಡಿ ಪರಿಸ್ಥಿತಿ ಪರಿಶೀಲಿಸಿದರು. ಪ್ರಧಾನಿ ಮೋದಿ ದೂರವಾಣಿ ಮೂಲಕ ಮಾಹಿತಿ ಪಡೆದಿದ್ದಾರೆ. ಪ್ರತಿಕೂಲ ಹವಾಮಾನ ರಕ್ಷಣಾ ಕಾರ್ಯಕ್ಕೆ ಅಡ್ಡಿಯಾಗಿತ್ತು. [566, 1205, 836, 1351]
tl-nep-title: ಎನ್‌ಇಪಿ ನಿಜವಾದ ಆಶಯ [1118, 685, 1248, 703]
tl-kothari-body: ಭಾರತದಲ್ಲಿ ಡಾ. ದೌಲತ್ ಸಿಂಗ್ ಕೊಠಾರಿ ಅವರ ಅಧ್ಯಕ್ಷತೆಯಲ್ಲಿ ನಡೆದ ಆಯೋಗವು ವಿದ್ಯಾರ್ಥಿಗಳು ಈ ಕೆಳಗಿನವುಗಳನ್ನು ಕಲಿಯಬೇಕೆಂದು ಶಿಫಾರಸು ಮಾಡಿತು: ಪ್ರಾದೇಶಿಕ ಭಾಷೆ, ಹಿಂದಿ ಮಾತನಾಡದ ರಾಜ್ಯಗಳಲ್ಲಿ ಹಿಂದಿ ಮತ್ತು ಇಂಗ್ಲಿಷ್ ಇವರ ಒಕ್ಕೂಟದ ಅಧಿಕೃತ ಭಾಷೆ. ಇದರಿಂದಾಗಿ ವಿಶಾಲ ಭಾರತದ ಎಲ್ಲ ಭಾಷೆಗಳ ಹೊಂದಾಣಿಕೆ ಸಾಧ್ಯ. [568, 681, 922, 738]
madhabi-title: ಮಾಧವಿ ಪುರಿ ಸೇರಿ ಐವರ ವಿರುದ್ಧ ಎಫ್‌ಐಆರ್‌ಗೆ ಆದೇಶ [850, 1125, 1087, 1179]
ball-icon: ● [1184, 228, 1207, 258]
netanyahu-story [970, 1580, 1302, 1980]
kumbh-body-text: ಪ್ರಯಾಗರಾಜ್ ಮಹಾಕುಂಭದ ಸಮಯದಲ್ಲಿ ಪವಿತ್ರ ಸಂಗಮದಲ್ಲಿ ಸ್ನಾನ ಮಾಡಿದ ಯಾರಿಗೂ ಚರ್ಮ ರೋಗಗಳು ಬಂದಿರುವುದು ವರದಿಯಾಗಿಲ್ಲ ಎಂದು ಉತ್ತರ ಪ್ರದೇಶದ ಉಪಮುಖ್ಯಮಂತ್ರಿ ಬ್ರಜೇಶ್ ಪಾಠಕ್ ಹೇಳಿದ್ದಾರೆ. ಸಂಗಮದಲ್ಲಿ ಸ್ನಾನ ಮಾಡಿದ ಕೋಟ್ಯಂತರ ಭಕ್ತರ ಆರೋಗ್ಯದ ಬಗ್ಗೆ ಸರ್ಕಾರ ನಿರಂತರ ನಿಗಾ ವಹಿಸಿತ್ತು. ಅಪಪ್ರಚಾರದ ಹೇಳಿಕೆಗಳು ಜನರನ್ನು ದಾರಿ ತಪ್ಪಿಸುವ ಪ್ರಯತ್ನವಾಗಿವೆ ಎಂದು ಅವರು ಪ್ರತಿಕ್ರಿಯಿಸಿದರು. ಮಹಾಕುಂಭದಲ್ಲಿ ದಾಖಲೆಯ ಸಂಖ್ಯೆಯ ಭಕ್ತರು ಪಾಲ್ಗೊಂಡಿದ್ದು ಆರೋಗ್ಯ ಇಲಾಖೆಯ ವೈದ್ಯಕೀಯ ಶಿಬಿರಗಳು ದಿನದ ಇಪ್ಪತ್ತನಾಲ್ಕು ಗಂಟೆಯೂ ಕಾರ್ಯನಿರ್ವಹಿಸಿದವು. ನೀರಿನ ಗುಣಮಟ್ಟವನ್ನು ನಿಯಮಿತವಾಗಿ ಪರೀಕ್ಷಿಸಲಾಗಿದ್ದು ಎಲ್ಲ ಮಾನದಂಡಗಳ ಒಳಗಿತ್ತು. ಯಾವುದೇ ಆಸ್ಪತ್ರೆಯಲ್ಲಿ ಇಂತಹ ಪ್ರಕರಣ ದಾಖಲಾಗಿಲ್ಲ ಎಂದು ಸ್ಪಷ್ಟಪಡಿಸಿದರು. ಇದು ಸನಾತನ ಪರಂಪರೆಯ ಹಿರಿಮೆ ಎಂದು ಅವರು ಹೇಳಿದರು. [40, 289, 290, 464]
kumbh-kicker: ಉತ್ತರ ಪ್ರದೇಶ ಡಿಸಿಎಂ ಬ್ರಜೇಶ್ ಪಾಠಕ್ ಸ್ಪಷ್ಟನೆ [40, 90, 343, 114]
kiru-s3-title: ಮಾ.8ರಿಂದ ಮಹಿಳಾ ಸಮೃದ್ಧಿ ನೋಂದಣಿ ಶುರು [89, 1698, 272, 1742]
tl-what-box [964, 674, 1104, 1104]
kiru-s3-body [40, 1746, 272, 1956]
kiru-title-a: ಕಿರು [102, 1133, 137, 1163]
tl-why-title: ಮಾತೃಭಾಷೆಗೆ ಏಕೆ ಒತ್ತು ನೀಡಬೇಕು? [580, 775, 760, 793]
madhabi-story [850, 1124, 1090, 1568]
mt-body [40, 824, 286, 1108]
tl-intro: ರಾಷ್ಟ್ರೀಯ ಶಿಕ್ಷಣ ನೀತಿ (ಎನ್‌ಇಪಿ 2020) ಮತ್ತು ಅದರ ತ್ರಿಭಾಷಾ ಸೂತ್ರ ಮತ್ತೆ ಚರ್ಚೆ ಹುಟ್ಟುಹಾಕಿದೆ. ವಿಶೇಷವಾಗಿ ತಮಿಳುನಾಡು ಈ ವಿಷಯವನ್ನು ರಾಜಕೀಯ ದಾಳವನ್ನಾಗಿ ಬಳಸಿಕೊಳ್ಳಲು ಪ್ರಯತ್ನಿಸುತ್ತಿದೆ. ಕೇಂದ್ರ ಹಾಗೂ ತಮಿಳುನಾಡಿನ ನಡುವೆ 1960ರ ದಶಕದಲ್ಲಿ ಪ್ರಾರಂಭವಾದ ಭಾಷಾ ವಿವಾದ ಈಗಲೂ ಮುಂದುವರಿದಿದೆ. ಎನ್‌ಇಪಿಯಲ್ಲಿನ ತ್ರಿಭಾಷಾ ಸೂತ್ರದ ಮೂಲಕ ಕೇಂದ್ರ ಹಿಂದಿಯನ್ನು ಕಡ್ಡಾಯ ಭಾಷೆಯನ್ನಾಗಿ ಹೇರುತ್ತಿರುವುದಾಗಿ ತಮಿಳುನಾಡು ಆರೋಪಿಸುತ್ತಿದೆ. ಆದರೆ, ಈ ನೀತಿಯು ಬಹುಭಾಷಾವಾದ ಉತ್ತೇಜಿಸುವ ಹೊರತು ಹಿಂದಿ ಅಥವಾ ಇನ್ಯಾವುದೇ ಭಾಷೆಯನ್ನು ಕಡ್ಡಾಯವಾಗಿ ಹೇರುವ ಉದ್ದೇಶ ಹೊಂದಿಲ್ಲ ಎಂದು ಕೇಂದ್ರ ಸ್ಪಷ್ಟಪಡಿಸಿದೆ. ಮುಂದಿನ ವರ್ಷ ನಡೆಯಲಿರುವ ವಿಧಾನಸಭೆ ಚುನಾವಣೆ ಹಿನ್ನೆಲೆ ತ್ರಿಭಾಷಾ ಸೂತ್ರವನ್ನು ದಾಳವಾಗಿ ಬಳಸಿಕೊಳ್ಳುತ್ತಿದೆ [560, 229, 930, 345]
kiru-s2-title: ಚಂದ್ರನ ಸ್ಪರ್ಶಿಸಿದ ಬ್ಲೂಗೋಸ್ಟ್ ಬಾಹ್ಯಾಕಾಶ ನೌಕೆ [86, 1470, 272, 1514]
tl-what-body: ತ್ರಿಭಾಷಾ ಸೂತ್ರವನ್ನು ಮೊದಲ ಬಾರಿಗೆ ಶಿಕ್ಷಣ ಆಯೋಗ (1964-66) ಪ್ರಸ್ತಾಪಿಸಿತು. ಇದನ್ನು ಅಧಿಕೃತವಾಗಿ ಕೊಠಾರಿ ಆಯೋಗ ಎಂದು ಕರೆಯಲಾಗುತ್ತದೆ. ಇದನ್ನು ಅಂದಿನ ಪ್ರಧಾನಿ ಇಂದಿರಾ ಗಾಂಧಿಯವರ ನೇತೃತ್ವದಲ್ಲಿ 1968ರ ರಾಷ್ಟ್ರೀಯ ಶಿಕ್ಷಣ ನೀತಿಯಲ್ಲಿ ಸೇರಿಸಲಾಯಿತು. ನಂತರ 1986ರ ಎನ್‌ಇಪಿಯಲ್ಲಿ ಈ ನೀತಿ ಪುನರುಚ್ಚರಿಸಲಾಯಿತು. 1992ರಲ್ಲಿ ನರಸಿಂಹ ರಾವ್ ಅವರ ಕಾಂಗ್ರೆಸ್ ಸರ್ಕಾರ ಇದನ್ನು ಮತ್ತೆ ಪರಿಷ್ಕರಿಸಿತು. [964, 699, 1104, 874]
kiru-title-b: ಸುದ್ದಿ [162, 1133, 204, 1163]
tl-badge-label: ಸುದ್ದಿ ಸಮಗ್ರ [892, 367, 948, 383]
mt-body-text: ಜಗತ್ತಿನ ಜನಸಂಖ್ಯೆಯ ಶೇ.40ರಷ್ಟು ಜನರಿಗೆ ಅವರು ಮಾತನಾಡುವ ಅಥವಾ ಅರ್ಥಮಾಡಿಕೊಳ್ಳುವ ಭಾಷೆಯಲ್ಲಿ ಶಿಕ್ಷಣ ಸಿಗುತ್ತಿಲ್ಲ ಎಂದು ಯುನೆಸ್ಕೋದ ಜಾಗತಿಕ ಶಿಕ್ಷಣ ಮೇಲ್ವಿಚಾರಣಾ ವರದಿ ಬಹಿರಂಗಪಡಿಸಿದೆ. ಕೆಲವು ಕಡಿಮೆ ಮತ್ತು ಮಧ್ಯಮ ಆದಾಯದ ದೇಶಗಳಲ್ಲಿ ಈ ಸಂಖ್ಯೆ ಶೇ.90ರಷ್ಟು ಇದೆ. 25 ಕೋಟಿಗೂ ಹೆಚ್ಚು ವಿದ್ಯಾರ್ಥಿಗಳು ಈ ಸಮಸ್ಯೆಯಿಂದ ಬಳಲುತ್ತಿದ್ದಾರೆ. ವಲಸೆಯ ಹೆಚ್ಚಳದಿಂದಾಗಿ ತರಗತಿಗಳಲ್ಲಿ ಭಾಷಾ ವೈವಿಧ್ಯತೆ ಹೆಚ್ಚುತ್ತಿದ್ದು, ಶಿಕ್ಷಕರಿಗೆ ಸವಾಲುಗಳು ಎದುರಾಗುತ್ತಿವೆ. ಮಾತೃಭಾಷೆಯಲ್ಲಿ ಕಲಿಕೆ ಮಕ್ಕಳ ಬೌದ್ಧಿಕ ಬೆಳವಣಿಗೆಗೆ ಅತ್ಯಗತ್ಯ ಎಂದು ವರದಿ ಹೇಳಿದೆ. [40, 825, 286, 956]
tl-nat-title: ರಾಷ್ಟ್ರೀಯ ಪಠ್ಯಕ್ರಮದ ಚೌಕಟ್ಟಿನ ಬೆಂಬಲ [568, 985, 760, 1003]
himani-kicker: ಚುನಾವಣೆ, ಪಕ್ಷ ರಾಜಕೀಯಕ್ಕೆ ಹಿಮಾನಿ ನರ್ವಾಲ್ ಬಲಿ: ತಾಯಿ ಆರೋಪ [290, 1582, 733, 1604]
kiru-s1-title: ನ್ಯಾಟೋದಿಂದ ಹಿಂದಕ್ಕೆ: ಯುಎಸ್ ಪರ ಮಸ್ಕ್ [68, 1183, 272, 1227]
mt-bullet-2: ನೀತಿ ನಿರೂಪಣೆ, ಅನುಷ್ಠಾನದಲ್ಲೇ ದೊಡ್ಡ ಸಮಸ್ಯೆ [303, 852, 473, 865]
easel-icon: ⌂ [1154, 116, 1171, 146]
